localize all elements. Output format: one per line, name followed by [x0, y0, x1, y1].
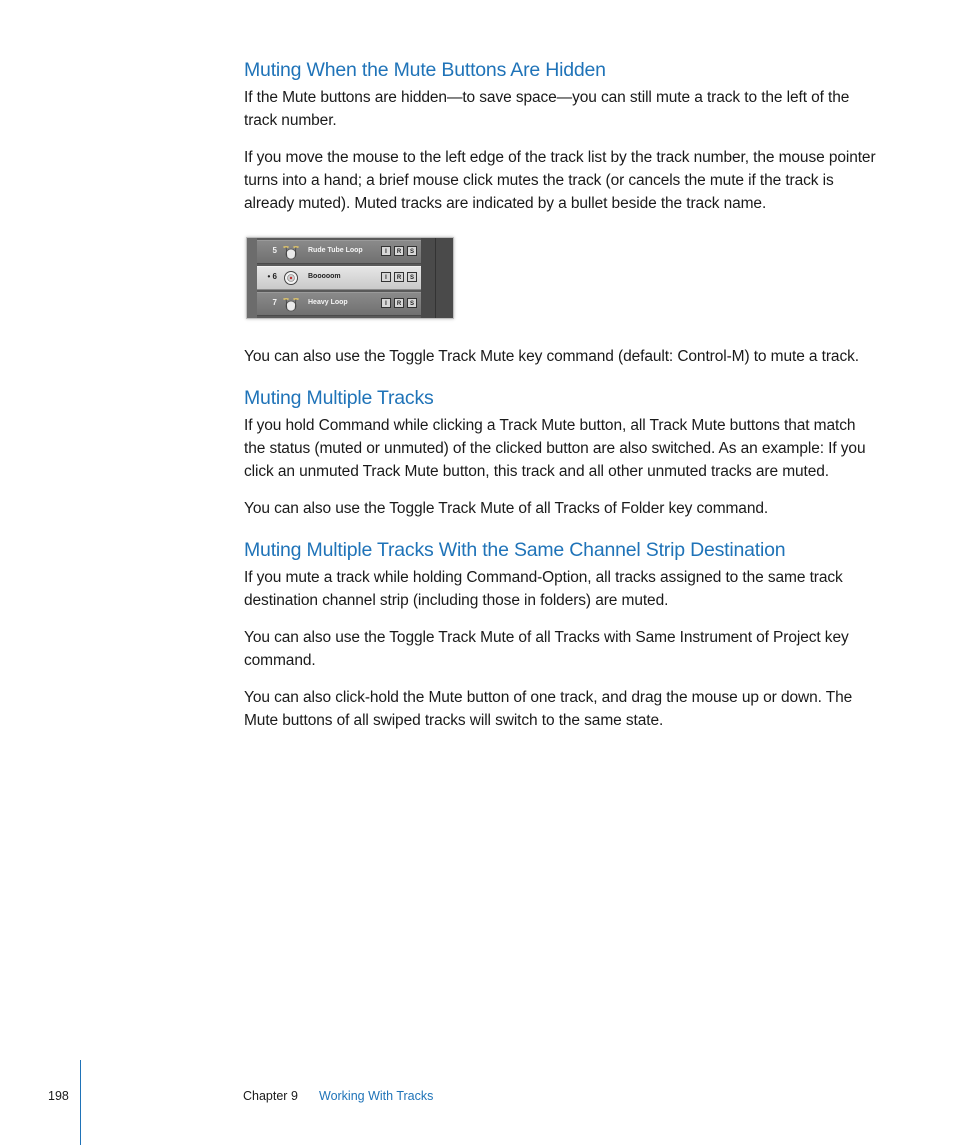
track-number: 5: [272, 246, 277, 255]
page-number: 198: [48, 1089, 69, 1103]
track-buttons: [381, 272, 417, 282]
arrange-area-edge: [421, 238, 453, 318]
track-row: [257, 292, 421, 316]
solo-button[interactable]: S: [407, 272, 417, 282]
page-content: [244, 58, 879, 746]
drum-kit-icon: [283, 243, 299, 260]
section-muting-same-destination: [244, 538, 879, 732]
paragraph: If the Mute buttons are hidden—to save space—you can still mute a track to the left of the track number.: [244, 89, 850, 129]
drum-kit-icon: [283, 295, 299, 312]
paragraph: If you mute a track while holding Command-Option, all tracks assigned to the same track destination channel strip (including those in folders) are muted.: [244, 569, 843, 609]
input-monitor-button[interactable]: I: [381, 298, 391, 308]
paragraph: You can also use the Toggle Track Mute key command (default: Control-M) to mute a track.: [244, 348, 859, 365]
track-list-left-edge: [247, 238, 257, 318]
paragraph: You can also use the Toggle Track Mute of all Tracks with Same Instrument of Project key command.: [244, 629, 849, 669]
track-buttons: [381, 298, 417, 308]
track-number-muted: • 6: [267, 272, 277, 281]
section-muting-multiple: [244, 386, 879, 520]
chapter-title: Working With Tracks: [319, 1089, 434, 1103]
kick-drum-icon: [283, 269, 299, 286]
track-name: Heavy Loop: [308, 299, 348, 306]
section-heading: Muting Multiple Tracks: [244, 387, 434, 409]
section-heading: Muting Multiple Tracks With the Same Channel Strip Destination: [244, 539, 786, 561]
track-row: [257, 240, 421, 264]
track-list-screenshot: [246, 237, 454, 319]
input-monitor-button[interactable]: I: [381, 246, 391, 256]
track-buttons: [381, 246, 417, 256]
footer-divider: [80, 1060, 81, 1145]
track-row-selected: [257, 266, 421, 290]
section-heading: Muting When the Mute Buttons Are Hidden: [244, 59, 606, 81]
track-name: Rude Tube Loop: [308, 247, 363, 254]
solo-button[interactable]: S: [407, 298, 417, 308]
section-muting-hidden: [244, 58, 879, 368]
paragraph: If you hold Command while clicking a Track Mute button, all Track Mute buttons that match the status (muted or unmuted) of the clicked button are also switched. As an example: If you click an unmuted Track Mute button, this track and all other unmuted tracks are muted.: [244, 417, 866, 480]
paragraph: You can also use the Toggle Track Mute of all Tracks of Folder key command.: [244, 500, 769, 517]
paragraph: If you move the mouse to the left edge of the track list by the track number, the mouse pointer turns into a hand; a brief mouse click mutes the track (or cancels the mute if the track is already muted). Muted tracks are indicated by a bullet beside the track name.: [244, 149, 876, 212]
paragraph: You can also click-hold the Mute button of one track, and drag the mouse up or down. The Mute buttons of all swiped tracks will switch to the same state.: [244, 689, 853, 729]
track-number: 7: [272, 298, 277, 307]
solo-button[interactable]: S: [407, 246, 417, 256]
record-enable-button[interactable]: R: [394, 246, 404, 256]
chapter-label: Chapter 9: [243, 1089, 298, 1103]
record-enable-button[interactable]: R: [394, 272, 404, 282]
record-enable-button[interactable]: R: [394, 298, 404, 308]
track-name: Booooom: [308, 273, 341, 280]
input-monitor-button[interactable]: I: [381, 272, 391, 282]
